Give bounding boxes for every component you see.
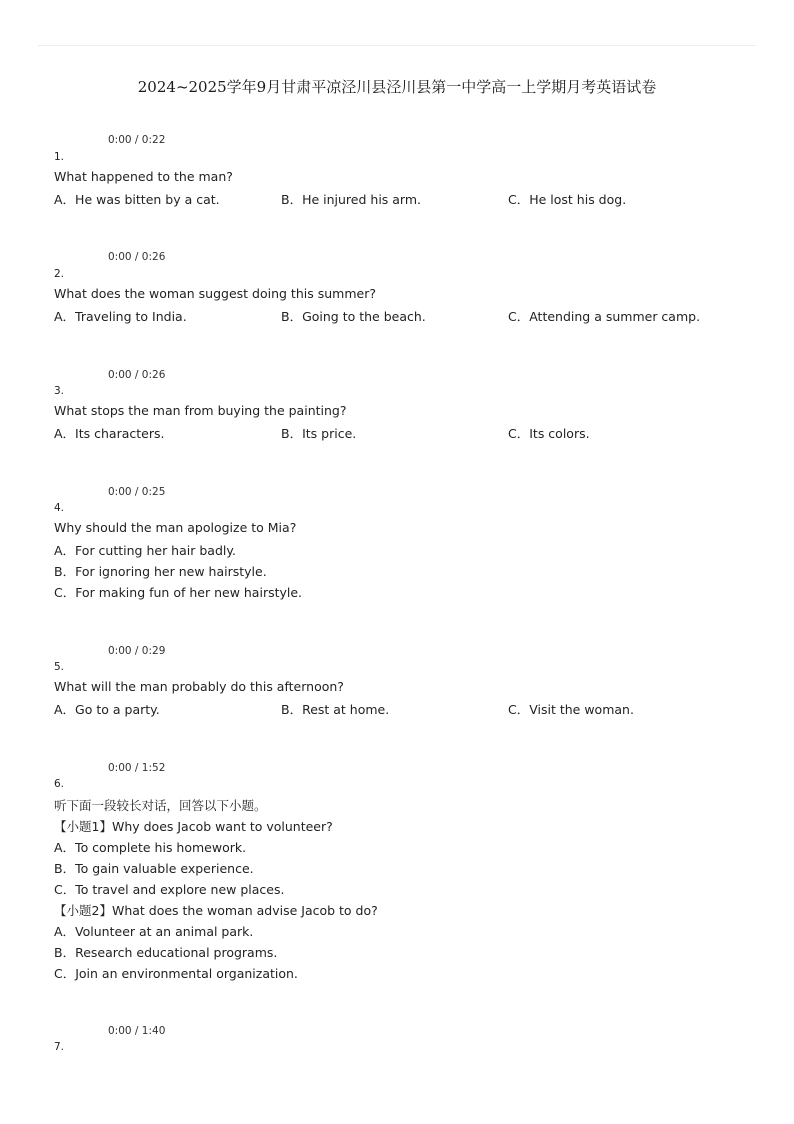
sub-question-6-2: 【小题2】What does the woman advise Jacob to do?: [54, 903, 378, 918]
audio-player-1[interactable]: 0:00 / 0:22: [108, 134, 166, 146]
option-3c: C．Its colors.: [508, 426, 590, 441]
option-3b: B．Its price.: [281, 426, 357, 441]
option-3a: A．Its characters.: [54, 426, 165, 441]
header-rule: [38, 45, 756, 46]
option-6-2a: A．Volunteer at an animal park.: [54, 924, 254, 939]
audio-player-2[interactable]: 0:00 / 0:26: [108, 251, 166, 263]
option-6-1c: C．To travel and explore new places.: [54, 882, 285, 897]
question-number-4: 4.: [54, 502, 65, 514]
question-number-6: 6.: [54, 778, 65, 790]
question-text-5: What will the man probably do this afternoon?: [54, 679, 344, 694]
page-title: 2024~2025学年9月甘肃平凉泾川县泾川县第一中学高一上学期月考英语试卷: [137, 78, 657, 96]
question-number-5: 5.: [54, 661, 65, 673]
option-6-1b: B．To gain valuable experience.: [54, 861, 254, 876]
option-6-2c: C．Join an environmental organization.: [54, 966, 298, 981]
audio-player-6[interactable]: 0:00 / 1:52: [108, 762, 166, 774]
option-6-1a: A．To complete his homework.: [54, 840, 247, 855]
question-number-1: 1.: [54, 151, 65, 163]
question-number-3: 3.: [54, 385, 65, 397]
option-4b: B．For ignoring her new hairstyle.: [54, 564, 267, 579]
question-text-3: What stops the man from buying the painting?: [54, 403, 347, 418]
audio-player-5[interactable]: 0:00 / 0:29: [108, 645, 166, 657]
question-text-4: Why should the man apologize to Mia?: [54, 520, 297, 535]
question-text-2: What does the woman suggest doing this summer?: [54, 286, 376, 301]
audio-player-7[interactable]: 0:00 / 1:40: [108, 1025, 166, 1037]
audio-player-3[interactable]: 0:00 / 0:26: [108, 369, 166, 381]
option-6-2b: B．Research educational programs.: [54, 945, 278, 960]
option-1c: C．He lost his dog.: [508, 192, 627, 207]
option-4c: C．For making fun of her new hairstyle.: [54, 585, 303, 600]
option-1a: A．He was bitten by a cat.: [54, 192, 220, 207]
sub-question-6-1: 【小题1】Why does Jacob want to volunteer?: [54, 819, 333, 834]
option-1b: B．He injured his arm.: [281, 192, 422, 207]
question-number-2: 2.: [54, 268, 65, 280]
option-4a: A．For cutting her hair badly.: [54, 543, 236, 558]
option-2b: B．Going to the beach.: [281, 309, 426, 324]
option-5a: A．Go to a party.: [54, 702, 160, 717]
question-text-1: What happened to the man?: [54, 169, 233, 184]
audio-player-4[interactable]: 0:00 / 0:25: [108, 486, 166, 498]
option-2c: C．Attending a summer camp.: [508, 309, 701, 324]
option-5b: B．Rest at home.: [281, 702, 390, 717]
question-intro-6: 听下面一段较长对话，回答以下小题。: [54, 798, 267, 813]
question-number-7: 7.: [54, 1041, 65, 1053]
option-5c: C．Visit the woman.: [508, 702, 634, 717]
option-2a: A．Traveling to India.: [54, 309, 187, 324]
